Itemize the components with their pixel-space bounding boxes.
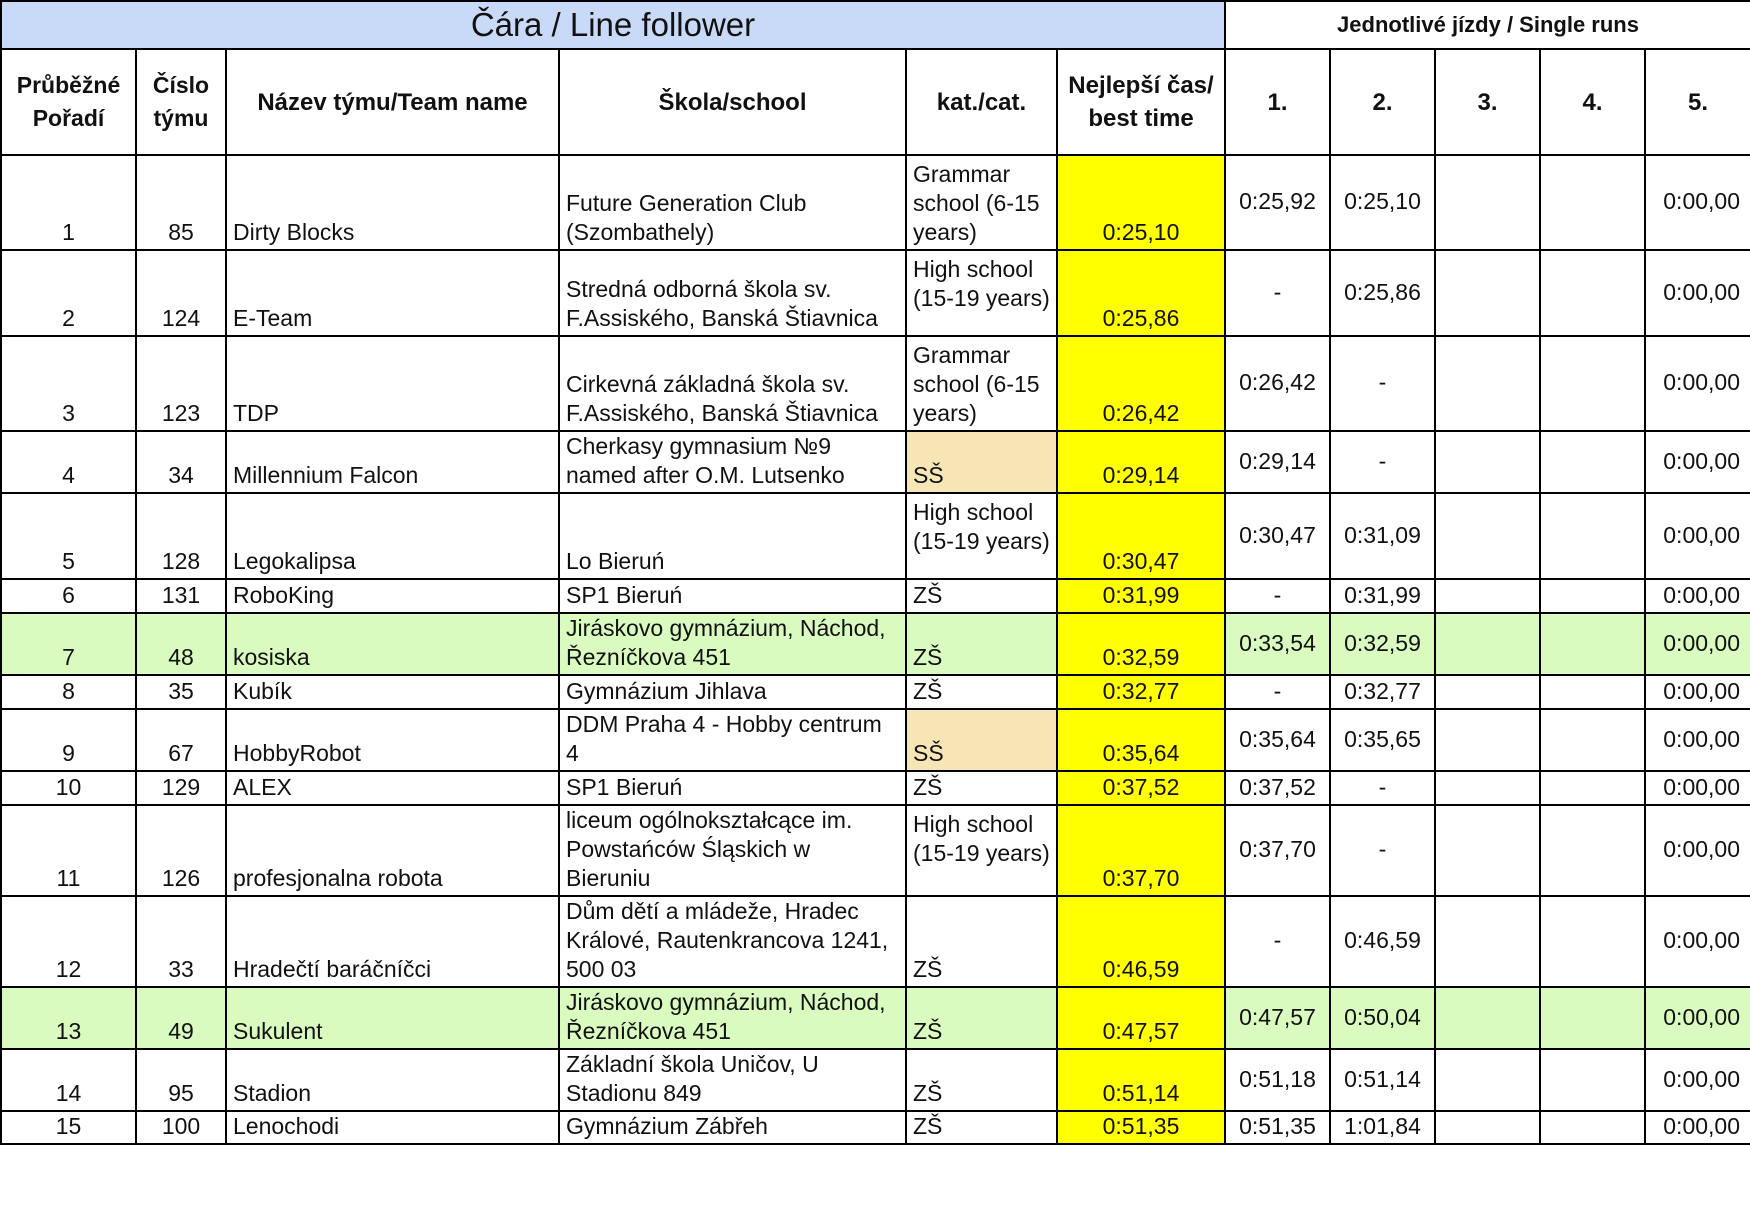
best-time-cell[interactable]: 0:26,42 [1057, 336, 1225, 431]
category-cell[interactable]: High school (15-19 years) [906, 805, 1057, 896]
run-3-cell[interactable] [1435, 431, 1540, 493]
run-1-cell[interactable]: 0:33,54 [1225, 613, 1330, 675]
run-3-cell[interactable] [1435, 896, 1540, 987]
team-no-cell[interactable]: 35 [136, 675, 226, 709]
team-name-cell[interactable]: TDP [226, 336, 559, 431]
best-time-cell[interactable]: 0:31,99 [1057, 579, 1225, 613]
run-2-cell[interactable]: 0:31,09 [1330, 493, 1435, 579]
rank-cell[interactable]: 13 [1, 987, 136, 1049]
team-name-cell[interactable]: Legokalipsa [226, 493, 559, 579]
run-2-cell[interactable]: 0:35,65 [1330, 709, 1435, 771]
run-5-cell[interactable]: 0:00,00 [1645, 493, 1750, 579]
run-1-cell[interactable]: 0:30,47 [1225, 493, 1330, 579]
category-cell[interactable]: SŠ [906, 709, 1057, 771]
run-5-cell[interactable]: 0:00,00 [1645, 675, 1750, 709]
run-2-cell[interactable]: 0:46,59 [1330, 896, 1435, 987]
run-3-cell[interactable] [1435, 987, 1540, 1049]
team-name-cell[interactable]: ALEX [226, 771, 559, 805]
best-time-cell[interactable]: 0:51,14 [1057, 1049, 1225, 1111]
run-2-cell[interactable]: 0:51,14 [1330, 1049, 1435, 1111]
rank-cell[interactable]: 5 [1, 493, 136, 579]
team-no-cell[interactable]: 95 [136, 1049, 226, 1111]
header-run-4[interactable]: 4. [1540, 49, 1645, 155]
category-cell[interactable]: Grammar school (6-15 years) [906, 336, 1057, 431]
header-team-no[interactable]: Číslo týmu [136, 49, 226, 155]
school-cell[interactable]: Cirkevná základná škola sv. F.Assiského, Banská Štiavnica [559, 336, 906, 431]
best-time-cell[interactable]: 0:32,59 [1057, 613, 1225, 675]
run-5-cell[interactable]: 0:00,00 [1645, 431, 1750, 493]
run-1-cell[interactable]: - [1225, 579, 1330, 613]
table-row[interactable] [1, 1111, 1750, 1144]
run-4-cell[interactable] [1540, 1049, 1645, 1111]
team-no-cell[interactable]: 34 [136, 431, 226, 493]
best-time-cell[interactable]: 0:30,47 [1057, 493, 1225, 579]
header-rank[interactable]: Průběžné Pořadí [1, 49, 136, 155]
team-name-cell[interactable]: Lenochodi [226, 1111, 559, 1144]
run-5-cell[interactable]: 0:00,00 [1645, 579, 1750, 613]
best-time-cell[interactable]: 0:47,57 [1057, 987, 1225, 1049]
school-cell[interactable]: SP1 Bieruń [559, 771, 906, 805]
team-no-cell[interactable]: 49 [136, 987, 226, 1049]
table-row[interactable] [1, 987, 1750, 1049]
run-4-cell[interactable] [1540, 613, 1645, 675]
best-time-cell[interactable]: 0:51,35 [1057, 1111, 1225, 1144]
team-no-cell[interactable]: 85 [136, 155, 226, 250]
run-5-cell[interactable]: 0:00,00 [1645, 613, 1750, 675]
run-1-cell[interactable]: 0:29,14 [1225, 431, 1330, 493]
run-1-cell[interactable]: - [1225, 896, 1330, 987]
run-1-cell[interactable]: 0:37,70 [1225, 805, 1330, 896]
school-cell[interactable]: Stredná odborná škola sv. F.Assiského, Banská Štiavnica [559, 250, 906, 336]
best-time-cell[interactable]: 0:25,86 [1057, 250, 1225, 336]
category-cell[interactable]: ZŠ [906, 579, 1057, 613]
run-4-cell[interactable] [1540, 336, 1645, 431]
team-no-cell[interactable]: 124 [136, 250, 226, 336]
table-row[interactable] [1, 709, 1750, 771]
school-cell[interactable]: Dům dětí a mládeže, Hradec Králové, Rautenkrancova 1241, 500 03 [559, 896, 906, 987]
table-row[interactable] [1, 250, 1750, 336]
run-4-cell[interactable] [1540, 987, 1645, 1049]
team-no-cell[interactable]: 123 [136, 336, 226, 431]
run-5-cell[interactable]: 0:00,00 [1645, 709, 1750, 771]
table-row[interactable] [1, 675, 1750, 709]
run-4-cell[interactable] [1540, 431, 1645, 493]
run-2-cell[interactable]: - [1330, 805, 1435, 896]
best-time-cell[interactable]: 0:46,59 [1057, 896, 1225, 987]
table-row[interactable] [1, 155, 1750, 250]
header-best-time[interactable]: Nejlepší čas/ best time [1057, 49, 1225, 155]
category-cell[interactable]: ZŠ [906, 613, 1057, 675]
run-2-cell[interactable]: - [1330, 771, 1435, 805]
best-time-cell[interactable]: 0:25,10 [1057, 155, 1225, 250]
run-1-cell[interactable]: 0:51,18 [1225, 1049, 1330, 1111]
sheet-title: Čára / Line follower [1, 1, 1225, 49]
run-2-cell[interactable]: 0:25,10 [1330, 155, 1435, 250]
team-no-cell[interactable]: 129 [136, 771, 226, 805]
team-name-cell[interactable]: Sukulent [226, 987, 559, 1049]
run-3-cell[interactable] [1435, 771, 1540, 805]
rank-cell[interactable]: 2 [1, 250, 136, 336]
run-5-cell[interactable]: 0:00,00 [1645, 771, 1750, 805]
best-time-cell[interactable]: 0:37,70 [1057, 805, 1225, 896]
school-cell[interactable]: SP1 Bieruń [559, 579, 906, 613]
category-cell[interactable]: ZŠ [906, 771, 1057, 805]
run-1-cell[interactable]: 0:26,42 [1225, 336, 1330, 431]
run-5-cell[interactable]: 0:00,00 [1645, 1111, 1750, 1144]
team-no-cell[interactable]: 100 [136, 1111, 226, 1144]
rank-cell[interactable]: 7 [1, 613, 136, 675]
header-category[interactable]: kat./cat. [906, 49, 1057, 155]
run-4-cell[interactable] [1540, 709, 1645, 771]
category-cell[interactable]: ZŠ [906, 1111, 1057, 1144]
best-time-cell[interactable]: 0:29,14 [1057, 431, 1225, 493]
school-cell[interactable]: Jiráskovo gymnázium, Náchod, Řezníčkova 451 [559, 613, 906, 675]
team-name-cell[interactable]: profesjonalna robota [226, 805, 559, 896]
run-3-cell[interactable] [1435, 250, 1540, 336]
run-1-cell[interactable]: 0:37,52 [1225, 771, 1330, 805]
run-1-cell[interactable]: 0:51,35 [1225, 1111, 1330, 1144]
category-cell[interactable]: High school (15-19 years) [906, 493, 1057, 579]
run-2-cell[interactable]: 1:01,84 [1330, 1111, 1435, 1144]
run-2-cell[interactable]: - [1330, 336, 1435, 431]
school-cell[interactable]: Jiráskovo gymnázium, Náchod, Řezníčkova 451 [559, 987, 906, 1049]
run-4-cell[interactable] [1540, 675, 1645, 709]
run-3-cell[interactable] [1435, 709, 1540, 771]
run-1-cell[interactable]: - [1225, 250, 1330, 336]
header-school[interactable]: Škola/school [559, 49, 906, 155]
header-team-name[interactable]: Název týmu/Team name [226, 49, 559, 155]
team-name-cell[interactable]: kosiska [226, 613, 559, 675]
run-3-cell[interactable] [1435, 155, 1540, 250]
school-cell[interactable]: Cherkasy gymnasium №9 named after O.M. Lutsenko [559, 431, 906, 493]
team-no-cell[interactable]: 128 [136, 493, 226, 579]
run-3-cell[interactable] [1435, 579, 1540, 613]
run-4-cell[interactable] [1540, 155, 1645, 250]
header-run-2[interactable]: 2. [1330, 49, 1435, 155]
team-name-cell[interactable]: HobbyRobot [226, 709, 559, 771]
rank-cell[interactable]: 3 [1, 336, 136, 431]
rank-cell[interactable]: 15 [1, 1111, 136, 1144]
best-time-cell[interactable]: 0:32,77 [1057, 675, 1225, 709]
runs-group-title: Jednotlivé jízdy / Single runs [1225, 1, 1750, 49]
rank-cell[interactable]: 1 [1, 155, 136, 250]
table-row[interactable] [1, 579, 1750, 613]
rank-cell[interactable]: 9 [1, 709, 136, 771]
run-2-cell[interactable]: - [1330, 431, 1435, 493]
header-run-1[interactable]: 1. [1225, 49, 1330, 155]
team-name-cell[interactable]: Stadion [226, 1049, 559, 1111]
category-cell[interactable]: ZŠ [906, 675, 1057, 709]
table-row[interactable] [1, 613, 1750, 675]
run-2-cell[interactable]: 0:25,86 [1330, 250, 1435, 336]
table-row[interactable] [1, 493, 1750, 579]
table-row[interactable] [1, 1049, 1750, 1111]
rank-cell[interactable]: 8 [1, 675, 136, 709]
rank-cell[interactable]: 14 [1, 1049, 136, 1111]
team-name-cell[interactable]: Millennium Falcon [226, 431, 559, 493]
table-row[interactable] [1, 431, 1750, 493]
run-4-cell[interactable] [1540, 579, 1645, 613]
run-3-cell[interactable] [1435, 336, 1540, 431]
school-cell[interactable]: Gymnázium Jihlava [559, 675, 906, 709]
run-4-cell[interactable] [1540, 250, 1645, 336]
team-name-cell[interactable]: E-Team [226, 250, 559, 336]
best-time-cell[interactable]: 0:35,64 [1057, 709, 1225, 771]
run-5-cell[interactable]: 0:00,00 [1645, 155, 1750, 250]
school-cell[interactable]: DDM Praha 4 - Hobby centrum 4 [559, 709, 906, 771]
run-5-cell[interactable]: 0:00,00 [1645, 805, 1750, 896]
header-run-3[interactable]: 3. [1435, 49, 1540, 155]
category-cell[interactable]: SŠ [906, 431, 1057, 493]
category-cell[interactable]: ZŠ [906, 1049, 1057, 1111]
run-5-cell[interactable]: 0:00,00 [1645, 896, 1750, 987]
table-row[interactable] [1, 896, 1750, 987]
run-1-cell[interactable]: 0:47,57 [1225, 987, 1330, 1049]
table-row[interactable] [1, 805, 1750, 896]
rank-cell[interactable]: 4 [1, 431, 136, 493]
header-run-5[interactable]: 5. [1645, 49, 1750, 155]
rank-cell[interactable]: 11 [1, 805, 136, 896]
school-cell[interactable]: Future Generation Club (Szombathely) [559, 155, 906, 250]
category-cell[interactable]: High school (15-19 years) [906, 250, 1057, 336]
run-1-cell[interactable]: - [1225, 675, 1330, 709]
run-4-cell[interactable] [1540, 805, 1645, 896]
team-name-cell[interactable]: Hradečtí baráčníčci [226, 896, 559, 987]
team-name-cell[interactable]: Kubík [226, 675, 559, 709]
run-1-cell[interactable]: 0:25,92 [1225, 155, 1330, 250]
run-2-cell[interactable]: 0:31,99 [1330, 579, 1435, 613]
category-cell[interactable]: Grammar school (6-15 years) [906, 155, 1057, 250]
run-3-cell[interactable] [1435, 805, 1540, 896]
best-time-cell[interactable]: 0:37,52 [1057, 771, 1225, 805]
run-3-cell[interactable] [1435, 1111, 1540, 1144]
team-no-cell[interactable]: 33 [136, 896, 226, 987]
run-5-cell[interactable]: 0:00,00 [1645, 1049, 1750, 1111]
team-no-cell[interactable]: 67 [136, 709, 226, 771]
rank-cell[interactable]: 6 [1, 579, 136, 613]
run-2-cell[interactable]: 0:50,04 [1330, 987, 1435, 1049]
rank-cell[interactable]: 12 [1, 896, 136, 987]
run-2-cell[interactable]: 0:32,77 [1330, 675, 1435, 709]
category-cell[interactable]: ZŠ [906, 987, 1057, 1049]
results-body [1, 155, 1750, 1144]
run-5-cell[interactable]: 0:00,00 [1645, 250, 1750, 336]
run-4-cell[interactable] [1540, 896, 1645, 987]
run-4-cell[interactable] [1540, 1111, 1645, 1144]
run-3-cell[interactable] [1435, 613, 1540, 675]
run-5-cell[interactable]: 0:00,00 [1645, 987, 1750, 1049]
school-cell[interactable]: liceum ogólnokształcące im. Powstańców Śląskich w Bieruniu [559, 805, 906, 896]
run-3-cell[interactable] [1435, 1049, 1540, 1111]
run-4-cell[interactable] [1540, 493, 1645, 579]
rank-cell[interactable]: 10 [1, 771, 136, 805]
team-name-cell[interactable]: RoboKing [226, 579, 559, 613]
school-cell[interactable]: Základní škola Uničov, U Stadionu 849 [559, 1049, 906, 1111]
school-cell[interactable]: Lo Bieruń [559, 493, 906, 579]
run-5-cell[interactable]: 0:00,00 [1645, 336, 1750, 431]
run-3-cell[interactable] [1435, 675, 1540, 709]
team-no-cell[interactable]: 131 [136, 579, 226, 613]
run-4-cell[interactable] [1540, 771, 1645, 805]
table-row[interactable] [1, 336, 1750, 431]
run-1-cell[interactable]: 0:35,64 [1225, 709, 1330, 771]
category-cell[interactable]: ZŠ [906, 896, 1057, 987]
run-3-cell[interactable] [1435, 493, 1540, 579]
school-cell[interactable]: Gymnázium Zábřeh [559, 1111, 906, 1144]
team-no-cell[interactable]: 48 [136, 613, 226, 675]
team-no-cell[interactable]: 126 [136, 805, 226, 896]
team-name-cell[interactable]: Dirty Blocks [226, 155, 559, 250]
run-2-cell[interactable]: 0:32,59 [1330, 613, 1435, 675]
table-row[interactable] [1, 771, 1750, 805]
